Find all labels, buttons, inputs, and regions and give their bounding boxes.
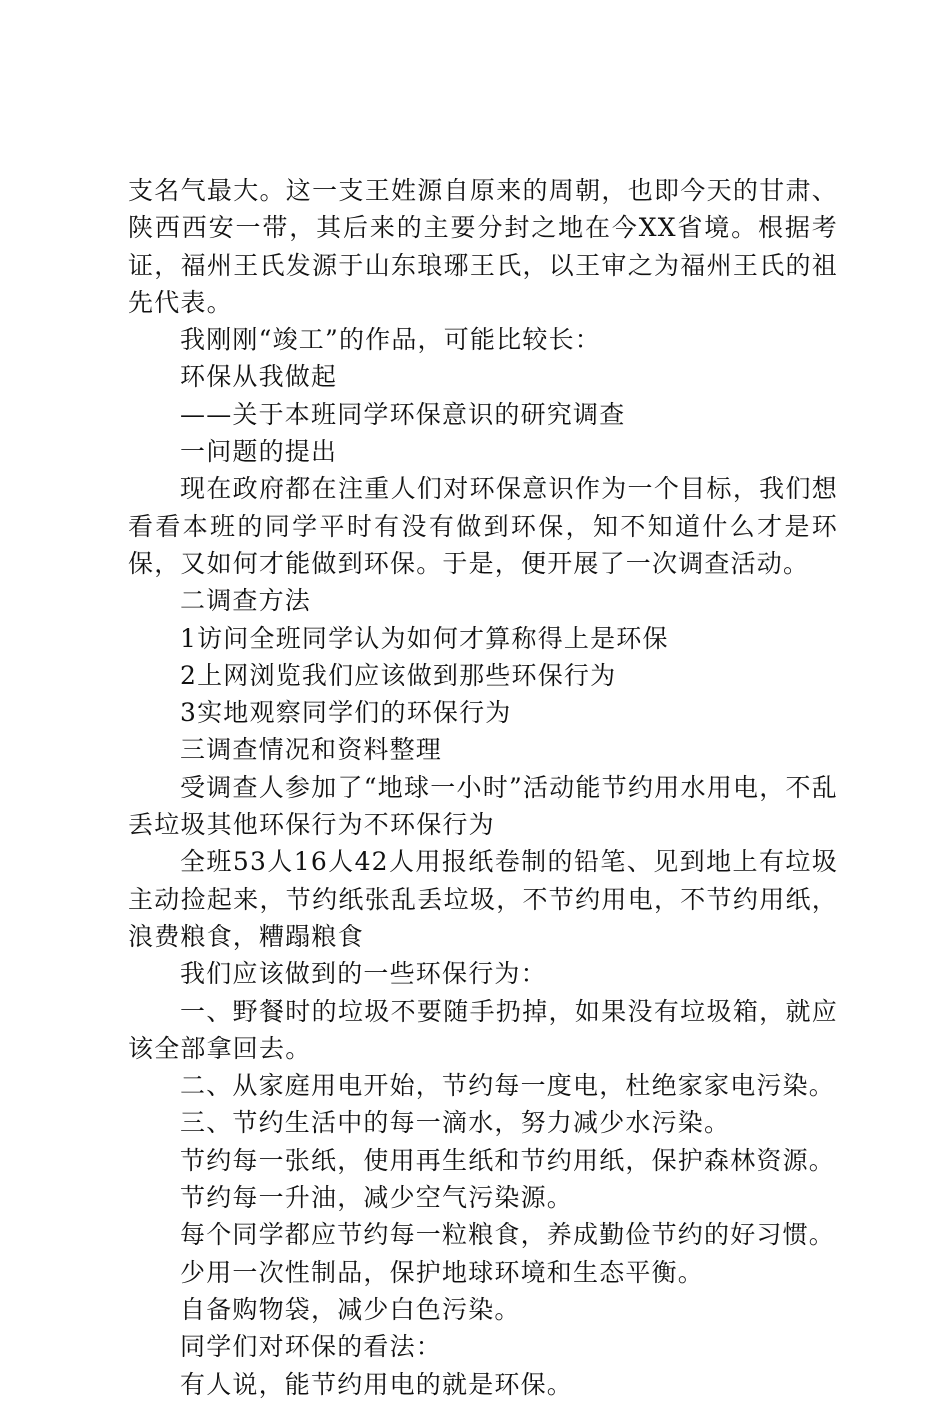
paragraph-findings-1: 受调查人参加了“地球一小时”活动能节约用水用电，不乱丢垃圾其他环保行为不环保行为 [128,772,838,840]
section-heading-findings: 三调查情况和资料整理 [180,735,443,765]
opinion-item-1: 有人说，能节约用电的就是环保。 [180,1369,574,1399]
action-item-4: 节约每一张纸，使用再生纸和节约用纸，保护森林资源。 [180,1145,836,1175]
action-item-6: 每个同学都应节约每一粒粮食，养成勤俭节约的好习惯。 [180,1220,836,1250]
action-item-8: 自备购物袋，减少白色污染。 [180,1294,521,1324]
essay-title: 环保从我做起 [180,362,338,392]
method-item-1: 1访问全班同学认为如何才算称得上是环保 [180,623,669,653]
action-item-7: 少用一次性制品，保护地球环境和生态平衡。 [180,1257,705,1287]
method-item-3: 3实地观察同学们的环保行为 [180,698,512,728]
paragraph-findings-2: 全班53人16人42人用报纸卷制的铅笔、见到地上有垃圾主动捡起来，节约纸张乱丢垃圾，不节约用电，不节约用纸，浪费粮食，糟蹋粮食 [128,847,838,951]
action-item-3: 三、节约生活中的每一滴水，努力减少水污染。 [180,1108,731,1138]
action-item-2: 二、从家庭用电开始，节约每一度电，杜绝家家电污染。 [180,1071,836,1101]
section-heading-problem: 一问题的提出 [180,437,338,467]
action-item-5: 节约每一升油，减少空气污染源。 [180,1183,574,1213]
paragraph-problem: 现在政府都在注重人们对环保意识作为一个目标，我们想看看本班的同学平时有没有做到环保，知不知道什么才是环保，又如何才能做到环保。于是，便开展了一次调查活动。 [128,474,838,578]
method-item-2: 2上网浏览我们应该做到那些环保行为 [180,660,617,690]
document-body [128,172,838,1403]
paragraph-intro: 我刚刚“竣工”的作品，可能比较长： [180,325,601,355]
essay-subtitle: ——关于本班同学环保意识的研究调查 [180,399,626,429]
section-heading-methods: 二调查方法 [180,586,312,616]
paragraph-origin-continued: 支名气最大。这一支王姓源自原来的周朝，也即今天的甘肃、陕西西安一带，其后来的主要分封之地在今XX省境。根据考证，福州王氏发源于山东琅琊王氏，以王审之为福州王氏的祖先代表。 [128,176,838,317]
action-item-1: 一、野餐时的垃圾不要随手扔掉，如果没有垃圾箱，就应该全部拿回去。 [128,996,838,1063]
section-heading-actions: 我们应该做到的一些环保行为： [180,959,547,989]
section-heading-opinions: 同学们对环保的看法： [180,1332,443,1362]
